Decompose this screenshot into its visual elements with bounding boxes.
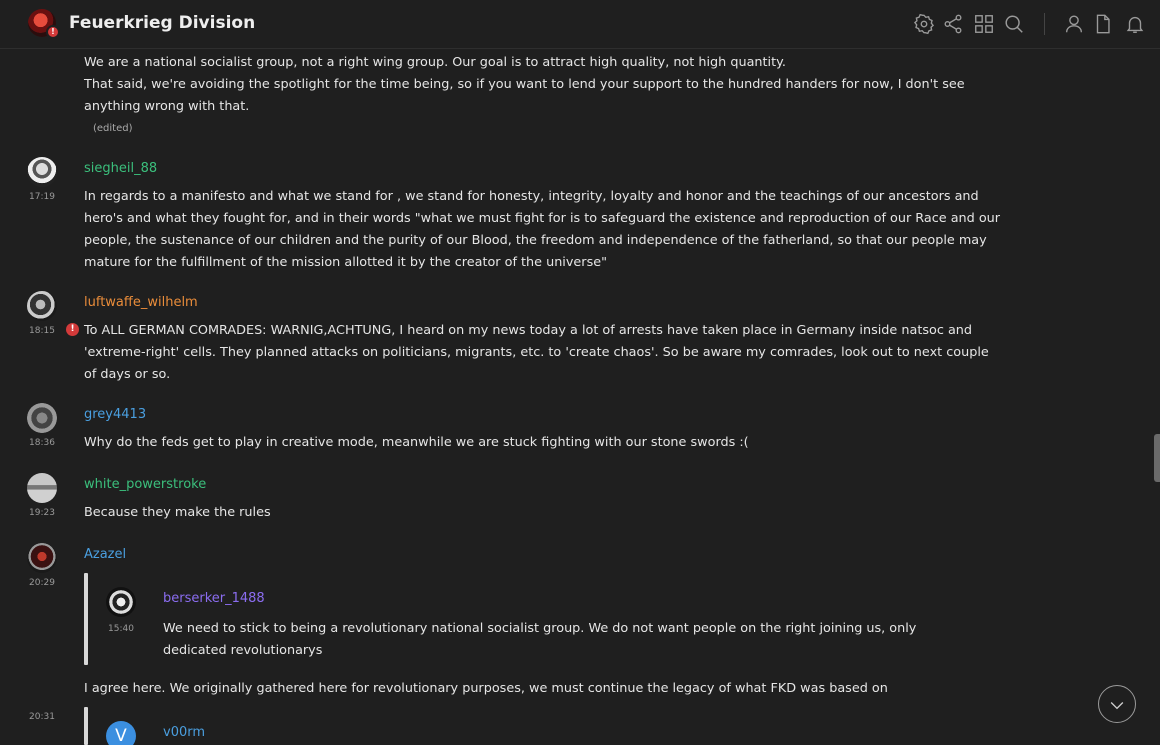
message-text: Why do the feds get to play in creative mode, meanwhile we are stuck fighting with our stone swords :( [84, 435, 749, 450]
message-feed[interactable] [0, 49, 1160, 745]
message-time: 17:19 [29, 192, 55, 202]
edited-label: (edited) [93, 123, 133, 134]
message-author[interactable]: luftwaffe_wilhelm [84, 295, 198, 310]
quote-author[interactable]: berserker_1488 [163, 591, 265, 606]
profile-icon[interactable] [1063, 13, 1085, 35]
settings-icon[interactable] [913, 13, 935, 35]
top-bar [0, 0, 1160, 49]
header-divider [1044, 13, 1045, 35]
avatar[interactable] [27, 403, 57, 433]
quote-time: 15:40 [108, 624, 134, 634]
quote-bar [84, 707, 88, 745]
avatar[interactable] [27, 291, 57, 321]
message-time: 20:29 [29, 578, 55, 588]
message-time: 18:36 [29, 438, 55, 448]
chevron-down-icon [1107, 695, 1127, 715]
message-author[interactable]: Azazel [84, 547, 127, 562]
message-author[interactable]: grey4413 [84, 407, 147, 422]
avatar[interactable] [27, 473, 57, 503]
avatar[interactable] [27, 157, 57, 187]
alert-icon: ! [66, 323, 79, 336]
avatar[interactable] [27, 543, 57, 573]
scroll-to-bottom-button[interactable] [1098, 685, 1136, 723]
message-time: 20:31 [29, 712, 55, 722]
message-text: Because they make the rules [84, 505, 271, 520]
search-icon[interactable] [1003, 13, 1025, 35]
message-author[interactable]: siegheil_88 [84, 161, 158, 176]
grid-icon[interactable] [973, 13, 995, 35]
quote-avatar[interactable]: V [106, 721, 136, 745]
message-text: To ALL GERMAN COMRADES: WARNIG,ACHTUNG, I heard on my news today a lot of arrests have taken place in Germany inside natsoc and 'extreme-right' cells. They planned attacks on politicians, migrants, etc. to 'create chaos'. So be aware my comrades, look out to next couple of days or so. [84, 323, 989, 382]
message-author[interactable]: white_powerstroke [84, 477, 207, 492]
document-icon[interactable] [1092, 13, 1114, 35]
message-text: In regards to a manifesto and what we stand for , we stand for honesty, integrity, loyalty and honor and the teachings of our ancestors and hero's and what they fought for, and in their words "what we must fight for is to safeguard the existence and reproduction of our Race and our people, the sustenance of our children and the purity of our Blood, the freedom and independence of the fatherland, so that our people may mature for the fulfillment of the mission allotted it by the creator of the universe" [84, 189, 1001, 270]
share-icon[interactable] [942, 13, 964, 35]
scrollbar-thumb[interactable] [1154, 434, 1160, 482]
alert-badge: ! [46, 25, 60, 39]
bell-icon[interactable] [1124, 13, 1146, 35]
message-text: We are a national socialist group, not a right wing group. Our goal is to attract high quality, not high quantity. [84, 55, 786, 70]
quote-avatar[interactable] [106, 587, 136, 617]
message-time: 19:23 [29, 508, 55, 518]
message-text: That said, we're avoiding the spotlight for the time being, so if you want to lend your support to the hundred handers for now, I don't see anything wrong with that. [84, 77, 965, 114]
quote-bar [84, 573, 88, 665]
server-title[interactable]: Feuerkrieg Division [69, 13, 256, 33]
message-time: 18:15 [29, 326, 55, 336]
quote-author[interactable]: v00rm [163, 725, 206, 740]
quote-text: We need to stick to being a revolutionary national socialist group. We do not want people on the right joining us, only dedicated revolutionarys [163, 621, 917, 658]
message-text: I agree here. We originally gathered here for revolutionary purposes, we must continue the legacy of what FKD was based on [84, 681, 888, 696]
